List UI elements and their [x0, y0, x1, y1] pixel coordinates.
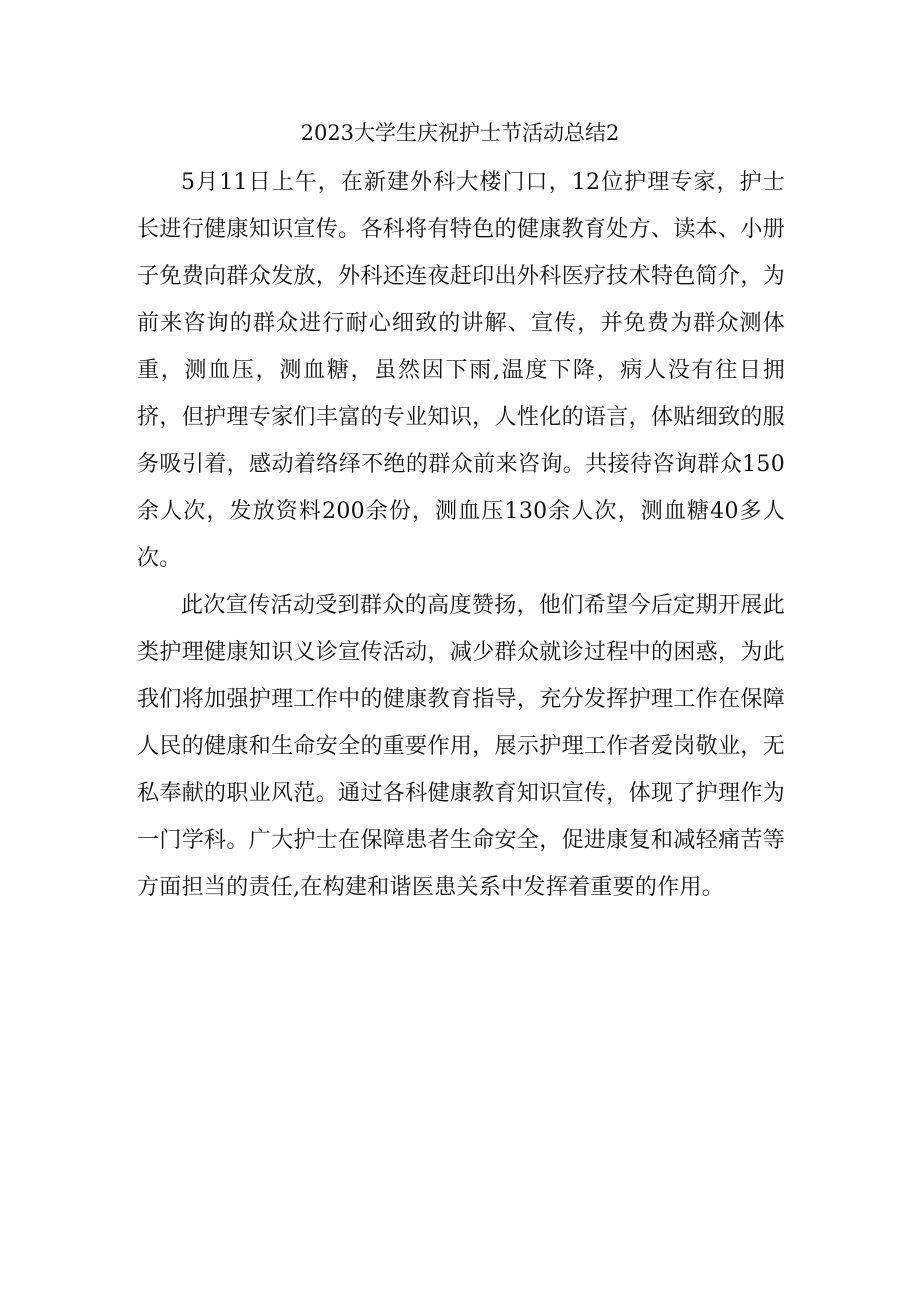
paragraph-activity-summary: 此次宣传活动受到群众的高度赞扬，他们希望今后定期开展此类护理健康知识义诊宣传活动，减少群众就诊过程中的困惑，为此我们将加强护理工作中的健康教育指导，充分发挥护理工作在保障人民的健康和生命安全的重要作用，展示护理工作者爱岗敬业，无私奉献的职业风范。通过各科健康教育知识宣传，体现了护理作为一门学科。广大护士在保障患者生命安全，促进康复和减轻痛苦等方面担当的责任,在构建和谐医患关系中发挥着重要的作用。: [137, 593, 785, 900]
document-body: [137, 159, 785, 911]
paragraph-activity-description: 5月11日上午，在新建外科大楼门口，12位护理专家，护士长进行健康知识宣传。各科将有特色的健康教育处方、读本、小册子免费向群众发放，外科还连夜赶印出外科医疗技术特色简介，为前来咨询的群众进行耐心细致的讲解、宣传，并免费为群众测体重，测血压，测血糖，虽然因下雨,温度下降，病人没有往日拥挤，但护理专家们丰富的专业知识，人性化的语言，体贴细致的服务吸引着，感动着络绎不绝的群众前来咨询。共接待咨询群众150余人次，发放资料200余份，测血压130余人次，测血糖40多人次。: [137, 170, 785, 571]
document-title: 2023大学生庆祝护士节活动总结2: [300, 121, 620, 145]
